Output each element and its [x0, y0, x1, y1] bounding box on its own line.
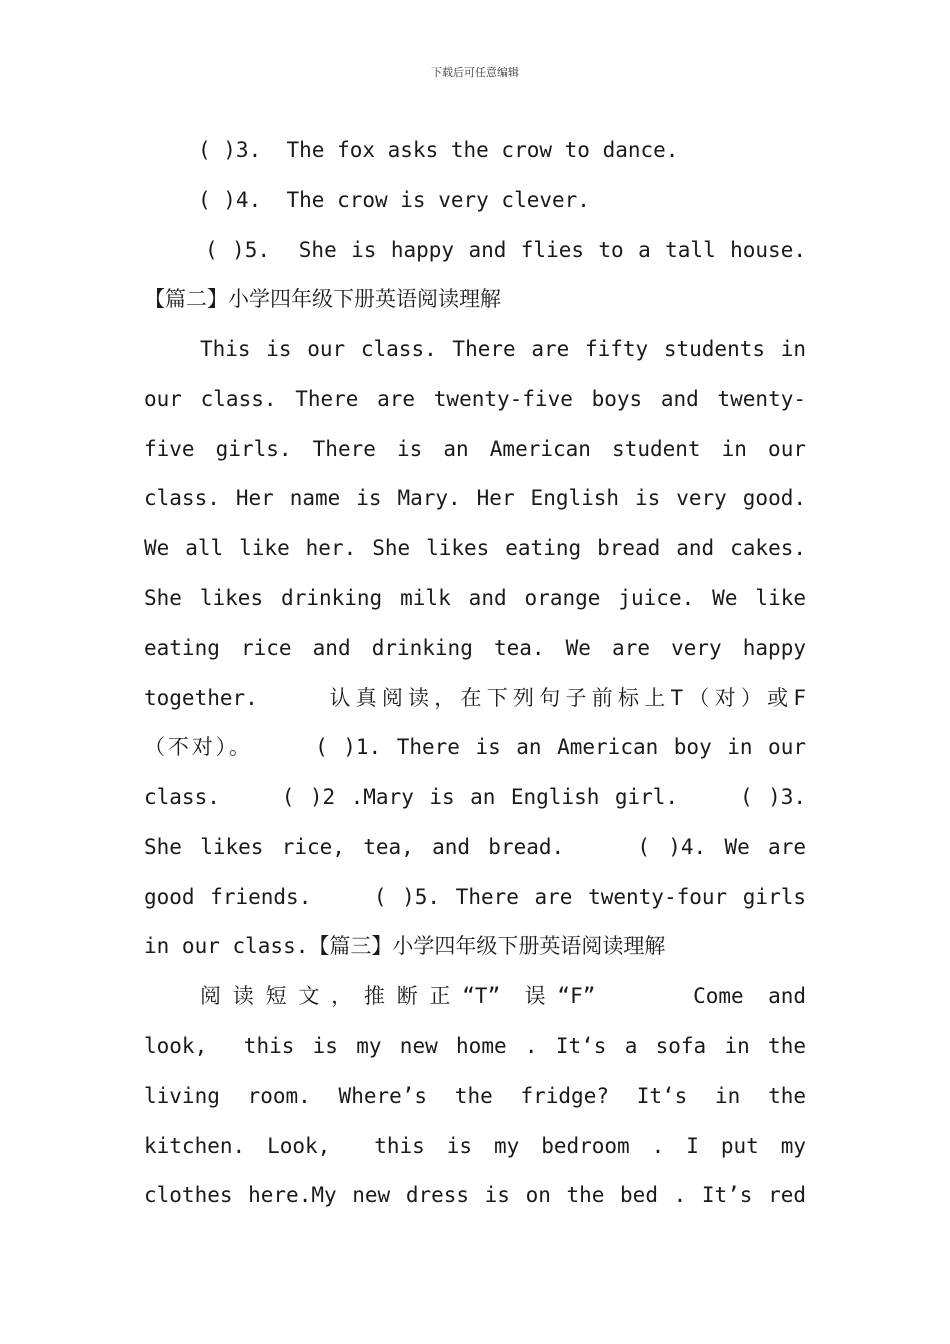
paragraph-line: living room. Where’s the fridge? It‘s in the [144, 1084, 806, 1108]
paragraph-line: We all like her. She likes eating bread and cakes. [144, 536, 806, 560]
paragraph-line: kitchen. Look, this is my bedroom . I put my [144, 1134, 806, 1158]
section-2-heading: 【篇二】小学四年级下册英语阅读理解 [144, 287, 501, 311]
paragraph-line: She likes rice, tea, and bread. ( )4. We are [144, 835, 806, 859]
paragraph-line: clothes here.My new dress is on the bed . It’s red [144, 1183, 806, 1207]
paragraph-line: class. Her name is Mary. Her English is very good. [144, 486, 806, 510]
question-4-line: ( )4. The crow is very clever. [198, 188, 590, 212]
question-3-line: ( )3. The fox asks the crow to dance. [198, 138, 679, 162]
paragraph-line: class. ( )2 .Mary is an English girl. ( )3. [144, 785, 806, 809]
paragraph-line: together. 认真阅读，在下列句子前标上T（对）或F [144, 686, 806, 710]
paragraph-line: She likes drinking milk and orange juice. We like [144, 586, 806, 610]
paragraph-line: 阅读短文，推断正“T” 误“F” Come and [200, 984, 806, 1008]
paragraph-line: five girls. There is an American student in our [144, 437, 806, 461]
question-5-line: ( )5. She is happy and flies to a tall house. [205, 238, 806, 262]
page-header: 下载后可任意编辑 [431, 66, 519, 79]
paragraph-line: eating rice and drinking tea. We are very happy [144, 636, 806, 660]
paragraph-line: （不对）。 ( )1. There is an American boy in our [144, 735, 806, 759]
section-3-heading-line: in our class.【篇三】小学四年级下册英语阅读理解 [144, 934, 666, 958]
paragraph-line: This is our class. There are fifty students in [200, 337, 806, 361]
paragraph-line: good friends. ( )5. There are twenty-four girls [144, 885, 806, 909]
paragraph-line: our class. There are twenty-five boys and twenty- [144, 387, 806, 411]
paragraph-line: look, this is my new home . It‘s a sofa in the [144, 1034, 806, 1058]
